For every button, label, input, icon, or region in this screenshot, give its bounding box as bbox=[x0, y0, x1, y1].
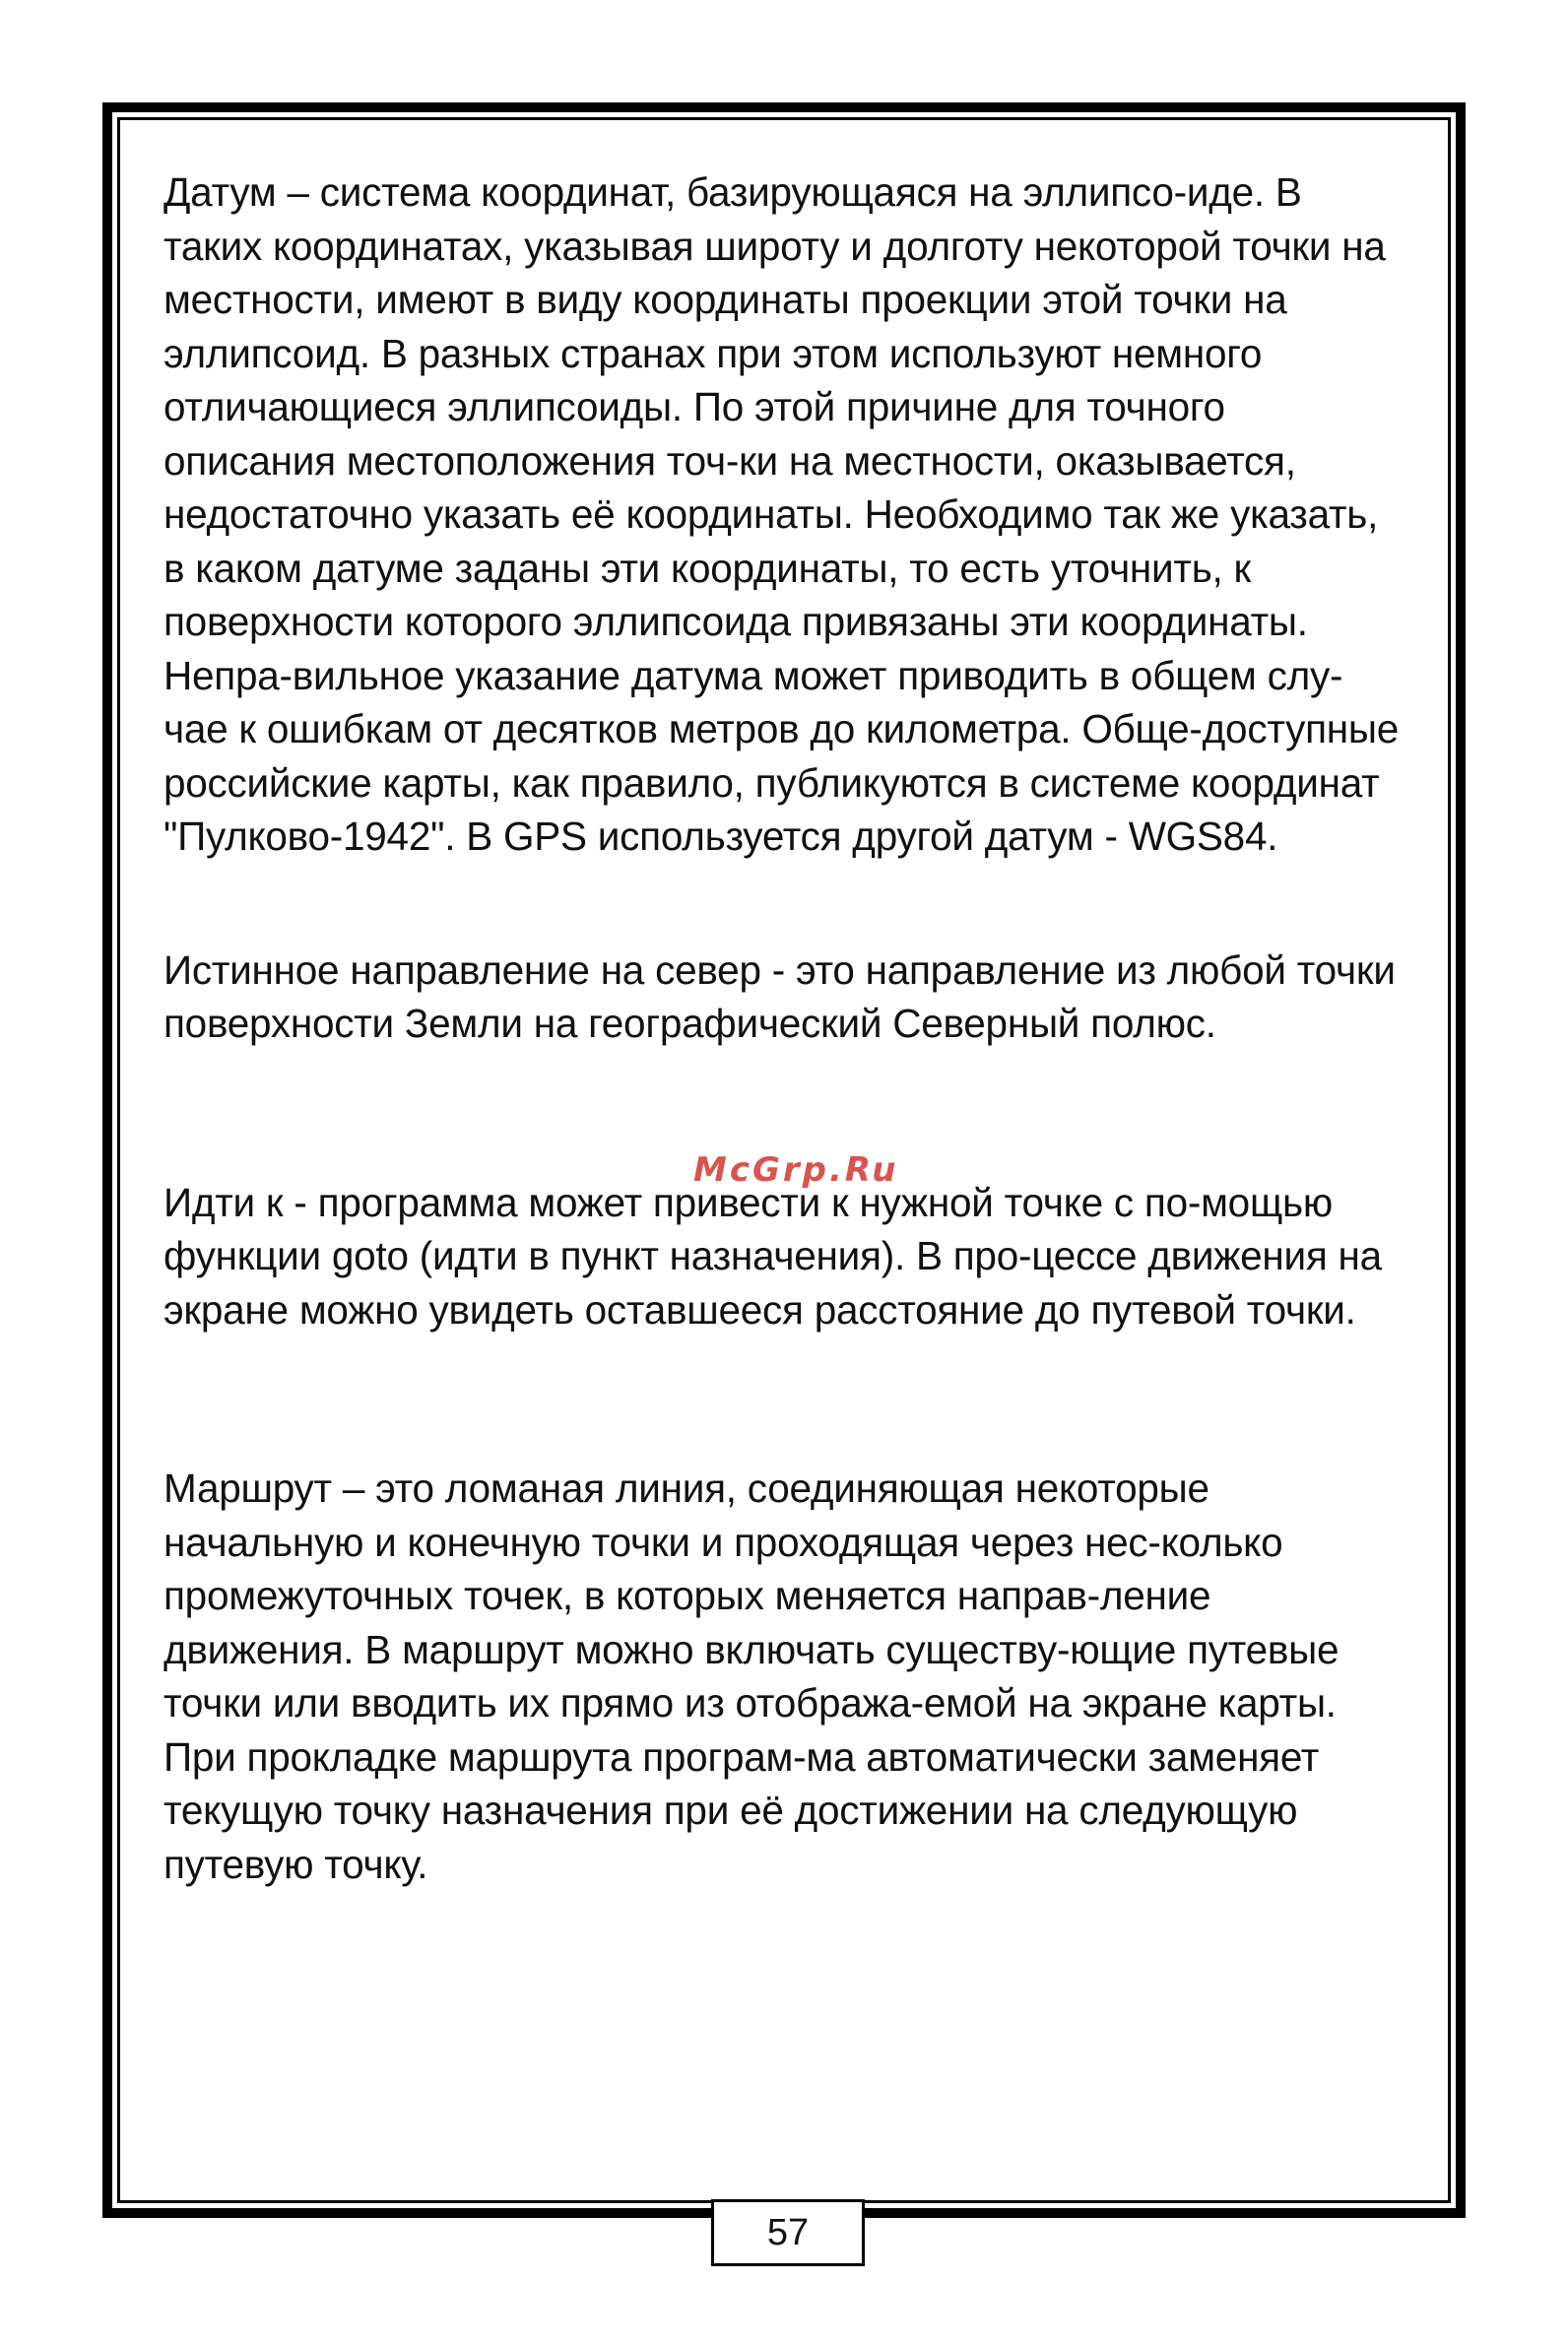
definition-datum: – система координат, базирующаяся на эллипсо-иде. В таких координатах, указывая широту и долготу некоторой точки на местности, имеют в виду координаты проекции этой точки на эллипсоид. В разных странах при этом используют немного отличающиеся эллипсоиды. По этой причине для точного описания местоположения точ-ки на местности, оказывается, недостаточно указать её координаты. Необходимо так же указать, в каком датуме заданы эти координаты, то есть уточнить, к поверхности которого эллипсоида привязаны эти координаты. Непра-вильное указание датума может приводить в общем слу-чае к ошибкам от десятков метров до километра. Обще-доступные российские карты, как правило, публикуются в системе координат "Пулково-1942". В GPS используется другой датум - WGS84. bbox=[163, 169, 1400, 859]
definition-true-north: - это направление из любой точки поверхности Земли на географический Северный полюс. bbox=[163, 946, 1396, 1046]
term-route: Маршрут bbox=[163, 1466, 332, 1511]
watermark-text: McGrp.Ru bbox=[693, 1150, 899, 1190]
term-datum: Датум bbox=[163, 169, 277, 215]
definition-route: – это ломаная линия, соединяющая некоторые начальную и конечную точки и проходящая через нес-колько промежуточных точек, в которых меняется направ-ление движения. В маршрут можно включать существу-ющие путевые точки или вводить их прямо из отобража-емой на экране карты. При прокладке маршрута програм-ма автоматически заменяет текущую точку назначения при её достижении на следующую путевую точку. bbox=[163, 1466, 1339, 1887]
term-true-north: Истинное направление на север bbox=[163, 946, 761, 993]
paragraph-datum bbox=[163, 165, 1405, 864]
page-content bbox=[163, 165, 1405, 1891]
paragraph-route bbox=[163, 1462, 1405, 1891]
page-number: 57 bbox=[711, 2199, 865, 2266]
paragraph-true-north bbox=[163, 944, 1405, 1051]
paragraph-goto bbox=[163, 1176, 1405, 1337]
definition-goto: - программа может привести к нужной точке с по-мощью функции goto (идти в пункт назначения). В про-цессе движения на экране можно увидеть оставшееся расстояние до путевой точки. bbox=[163, 1179, 1382, 1333]
term-goto: Идти к bbox=[163, 1179, 284, 1225]
